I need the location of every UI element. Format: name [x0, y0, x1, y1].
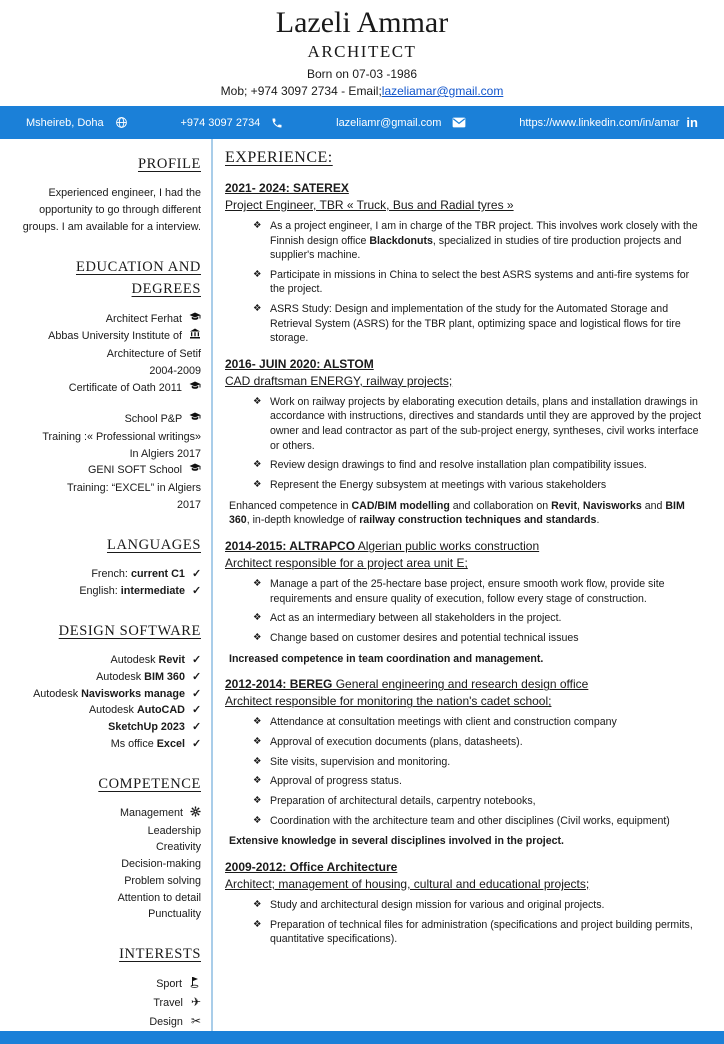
education-section [8, 256, 201, 514]
experience-column [213, 139, 724, 1031]
linkedin-url: https://www.linkedin.com/in/amar [519, 116, 680, 129]
bullet-item: ❖ Attendance at consultation meetings with client and construction company [253, 715, 706, 730]
job-role: Project Engineer, TBR « Truck, Bus and Radial tyres » [225, 198, 514, 212]
education-text: Training :« Professional writings» [42, 431, 201, 444]
candidate-title: ARCHITECT [307, 42, 417, 61]
competence-item [8, 805, 201, 823]
gear-icon [190, 806, 201, 823]
linkedin-icon: in [686, 115, 698, 130]
software-name: AutoCAD [136, 704, 185, 717]
interest-label: Sport [156, 977, 182, 990]
job-note: Enhanced competence in CAD/BIM modelling and collaboration on Revit, Navisworks and BIM 360, in-depth knowledge of railway construction techniques and standards. [229, 499, 685, 527]
software-vendor: Autodesk [88, 704, 134, 717]
bullet-item: ❖ As a project engineer, I am in charge of the TBR project. This involves work closely with the Finnish design office Blackdonuts, specialized in studies of tire production projects and supplier's machine. [253, 219, 706, 263]
location-item [26, 116, 128, 129]
education-text: Architect Ferhat [105, 312, 182, 325]
language-label: French: [91, 568, 128, 581]
software-vendor: Autodesk [96, 670, 142, 683]
bullet-item: ❖ Site visits, supervision and monitoring. [253, 755, 706, 770]
job-title: 2021- 2024: SATEREX [225, 181, 349, 195]
profile-section [8, 153, 201, 236]
envelope-icon [452, 117, 466, 128]
job-note: Increased competence in team coordination and management. [229, 652, 544, 665]
software-name: BIM 360 [144, 670, 185, 683]
phone-item[interactable] [180, 117, 283, 129]
software-item [8, 736, 201, 753]
job-bullets [253, 219, 706, 346]
software-vendor: Autodesk [110, 654, 156, 667]
job-title: 2016- JUIN 2020: ALSTOM [225, 356, 374, 371]
experience-heading: EXPERIENCE: [225, 149, 333, 166]
competence-item [8, 839, 201, 856]
software-item [8, 686, 201, 703]
bullet-item: ❖ Preparation of architectural details, carpentry notebooks, [253, 794, 706, 809]
education-line [8, 311, 201, 329]
globe-icon [115, 116, 128, 129]
check-icon: ✓ [191, 704, 201, 717]
language-level: current C1 [130, 568, 185, 581]
education-heading: EDUCATION AND DEGREES [75, 258, 201, 298]
software-name: SketchUp 2023 [108, 721, 185, 734]
education-text: Architecture of Setif [106, 348, 201, 361]
job-role: Architect; management of housing, cultural and educational projects; [225, 876, 590, 891]
language-label: English: [79, 584, 118, 597]
footer-bar [0, 1031, 724, 1044]
bullet-item: ❖ Review design drawings to find and resolve installation plan compatibility issues. [253, 458, 706, 473]
plane-icon: ✈ [190, 995, 201, 1010]
resume-header [0, 0, 724, 106]
language-item [8, 583, 201, 600]
competence-text: Leadership [147, 824, 201, 837]
job-note: Extensive knowledge in several disciplines involved in the project. [229, 835, 564, 848]
competence-item [8, 873, 201, 890]
header-contact-prefix: Mob; +974 3097 2734 - Email; [220, 84, 382, 98]
languages-heading: LANGUAGES [106, 536, 201, 553]
software-item [8, 702, 201, 719]
grad-cap-icon [189, 380, 201, 398]
education-text: GENI SOFT School [87, 464, 182, 477]
birth-date: Born on 07-03 -1986 [306, 67, 418, 81]
check-icon: ✓ [191, 568, 201, 581]
job-title: 2014-2015: ALTRAPCO Algerian public works construction [225, 539, 540, 554]
education-text: Abbas University Institute of [48, 330, 182, 343]
bullet-item: ❖ Preparation of technical files for administration (specifications and project building permits, quantitative specifications). [253, 918, 706, 947]
job-entry-alstom [225, 357, 706, 528]
job-role: Architect responsible for a project area unit E; [225, 556, 468, 571]
grad-cap-icon [189, 311, 201, 329]
education-text: 2004-2009 [149, 364, 201, 377]
bullet-item: ❖ Approval of progress status. [253, 774, 706, 789]
software-name: Excel [156, 737, 185, 750]
job-bullets [253, 577, 706, 645]
job-bullets [253, 395, 706, 493]
bullet-item: ❖ Manage a part of the 25-hectare base project, ensure smooth work flow, provide site requirements and ensure quality of execution, follow every stage of construction. [253, 577, 706, 606]
competence-item [8, 906, 201, 923]
education-text: 2017 [176, 498, 201, 511]
candidate-name: Lazeli Ammar [275, 6, 449, 39]
email-link[interactable]: lazeliamar@gmail.com [381, 84, 504, 98]
job-entry-office-architecture [225, 860, 706, 947]
phone-text: +974 3097 2734 [180, 116, 261, 129]
education-text: School P&P [124, 413, 182, 426]
bullet-item: ❖ Study and architectural design mission for various and original projects. [253, 898, 706, 913]
competence-item [8, 856, 201, 873]
content-columns [0, 139, 724, 1031]
job-title: 2012-2014: BEREG General engineering and research design office [225, 677, 589, 692]
competence-section [8, 773, 201, 924]
job-role: Architect responsible for monitoring the nation's cadet school; [225, 694, 552, 709]
software-item [8, 719, 201, 736]
phone-icon [271, 117, 283, 129]
bullet-item: ❖ Coordination with the architecture team and other disciplines (Civil works, equipment) [253, 814, 706, 829]
bullet-item: ❖ Work on railway projects by elaborating execution details, plans and installation drawings in accordance with instructions, directives and standards until they are approved by the project owner and lead contractor as part of the sub-project energy, syntheses, civil works interface or others. [253, 395, 706, 453]
software-item [8, 669, 201, 686]
language-item [8, 566, 201, 583]
education-line [8, 363, 201, 380]
linkedin-item[interactable] [519, 115, 698, 130]
check-icon: ✓ [191, 670, 201, 683]
design-software-section [8, 620, 201, 753]
check-icon: ✓ [191, 654, 201, 667]
competence-item [8, 890, 201, 907]
job-bullets [253, 715, 706, 828]
education-line [8, 346, 201, 363]
bullet-item: ❖ Change based on customer desires and potential technical issues [253, 631, 706, 646]
competence-text: Punctuality [148, 908, 201, 921]
job-entry-altrapco [225, 539, 706, 666]
bullet-item: ❖ Represent the Energy subsystem at meetings with various stakeholders [253, 478, 706, 493]
education-line [8, 429, 201, 446]
job-bullets [253, 898, 706, 947]
bullet-item: ❖ Approval of execution documents (plans, datasheets). [253, 735, 706, 750]
education-line [8, 328, 201, 346]
competence-text: Attention to detail [117, 891, 201, 904]
email-item[interactable] [336, 117, 466, 129]
software-name: Navisworks manage [81, 687, 185, 700]
education-text: Certificate of Oath 2011 [68, 381, 182, 394]
job-entry-saterex [225, 181, 706, 346]
education-line [8, 497, 201, 514]
software-item [8, 652, 201, 669]
interest-item [8, 993, 201, 1012]
check-icon: ✓ [191, 721, 201, 734]
golf-icon [189, 976, 201, 994]
software-vendor: Ms office [110, 737, 154, 750]
interest-item [8, 976, 201, 994]
job-entry-bereg [225, 677, 706, 848]
bullet-item: ❖ Act as an intermediary between all stakeholders in the project. [253, 611, 706, 626]
job-title: 2009-2012: Office Architecture [225, 859, 398, 874]
contact-bar [0, 106, 724, 139]
email-text: lazeliamr@gmail.com [336, 116, 442, 129]
interest-label: Design [149, 1016, 183, 1029]
profile-text: Experienced engineer, I had the opportunity to go through different groups. I am available for a interview. [22, 187, 201, 233]
software-vendor: Autodesk [33, 687, 79, 700]
competence-text: Problem solving [124, 874, 201, 887]
job-role: CAD draftsman ENERGY, railway projects; [225, 373, 453, 388]
education-line [8, 411, 201, 429]
interests-section [8, 943, 201, 1031]
interest-item [8, 1012, 201, 1031]
location-text: Msheireb, Doha [26, 116, 104, 129]
interests-heading: INTERESTS [119, 946, 201, 963]
competence-text: Decision-making [121, 858, 201, 871]
check-icon: ✓ [191, 584, 201, 597]
institution-icon [189, 328, 201, 346]
education-line [8, 380, 201, 398]
education-text: In Algiers 2017 [129, 447, 201, 460]
bullet-item: ❖ Participate in missions in China to select the best ASRS systems and anti-fire systems for the project. [253, 268, 706, 297]
language-level: intermediate [120, 584, 185, 597]
languages-section [8, 534, 201, 600]
design-software-heading: DESIGN SOFTWARE [58, 622, 201, 639]
check-icon: ✓ [191, 737, 201, 750]
sidebar [0, 139, 213, 1031]
competence-item [8, 823, 201, 840]
education-line [8, 462, 201, 480]
check-icon: ✓ [191, 687, 201, 700]
competence-text: Creativity [156, 841, 201, 854]
competence-text: Management [119, 806, 183, 819]
design-tools-icon: ✂ [190, 1014, 201, 1029]
education-line [8, 446, 201, 463]
education-line [8, 480, 201, 497]
software-name: Revit [158, 654, 185, 667]
header-contact-line [0, 84, 724, 98]
education-text: Training: “EXCEL” in Algiers [66, 482, 201, 495]
competence-heading: COMPETENCE [98, 775, 201, 792]
profile-heading: PROFILE [137, 156, 201, 172]
grad-cap-icon [189, 411, 201, 429]
grad-cap-icon [189, 462, 201, 480]
bullet-item: ❖ ASRS Study: Design and implementation of the study for the Automated Storage and Retrieval System (ASRS) for the TBR plant, optimizing space and logistical flows for tire storage. [253, 302, 706, 346]
interest-label: Travel [153, 997, 183, 1010]
